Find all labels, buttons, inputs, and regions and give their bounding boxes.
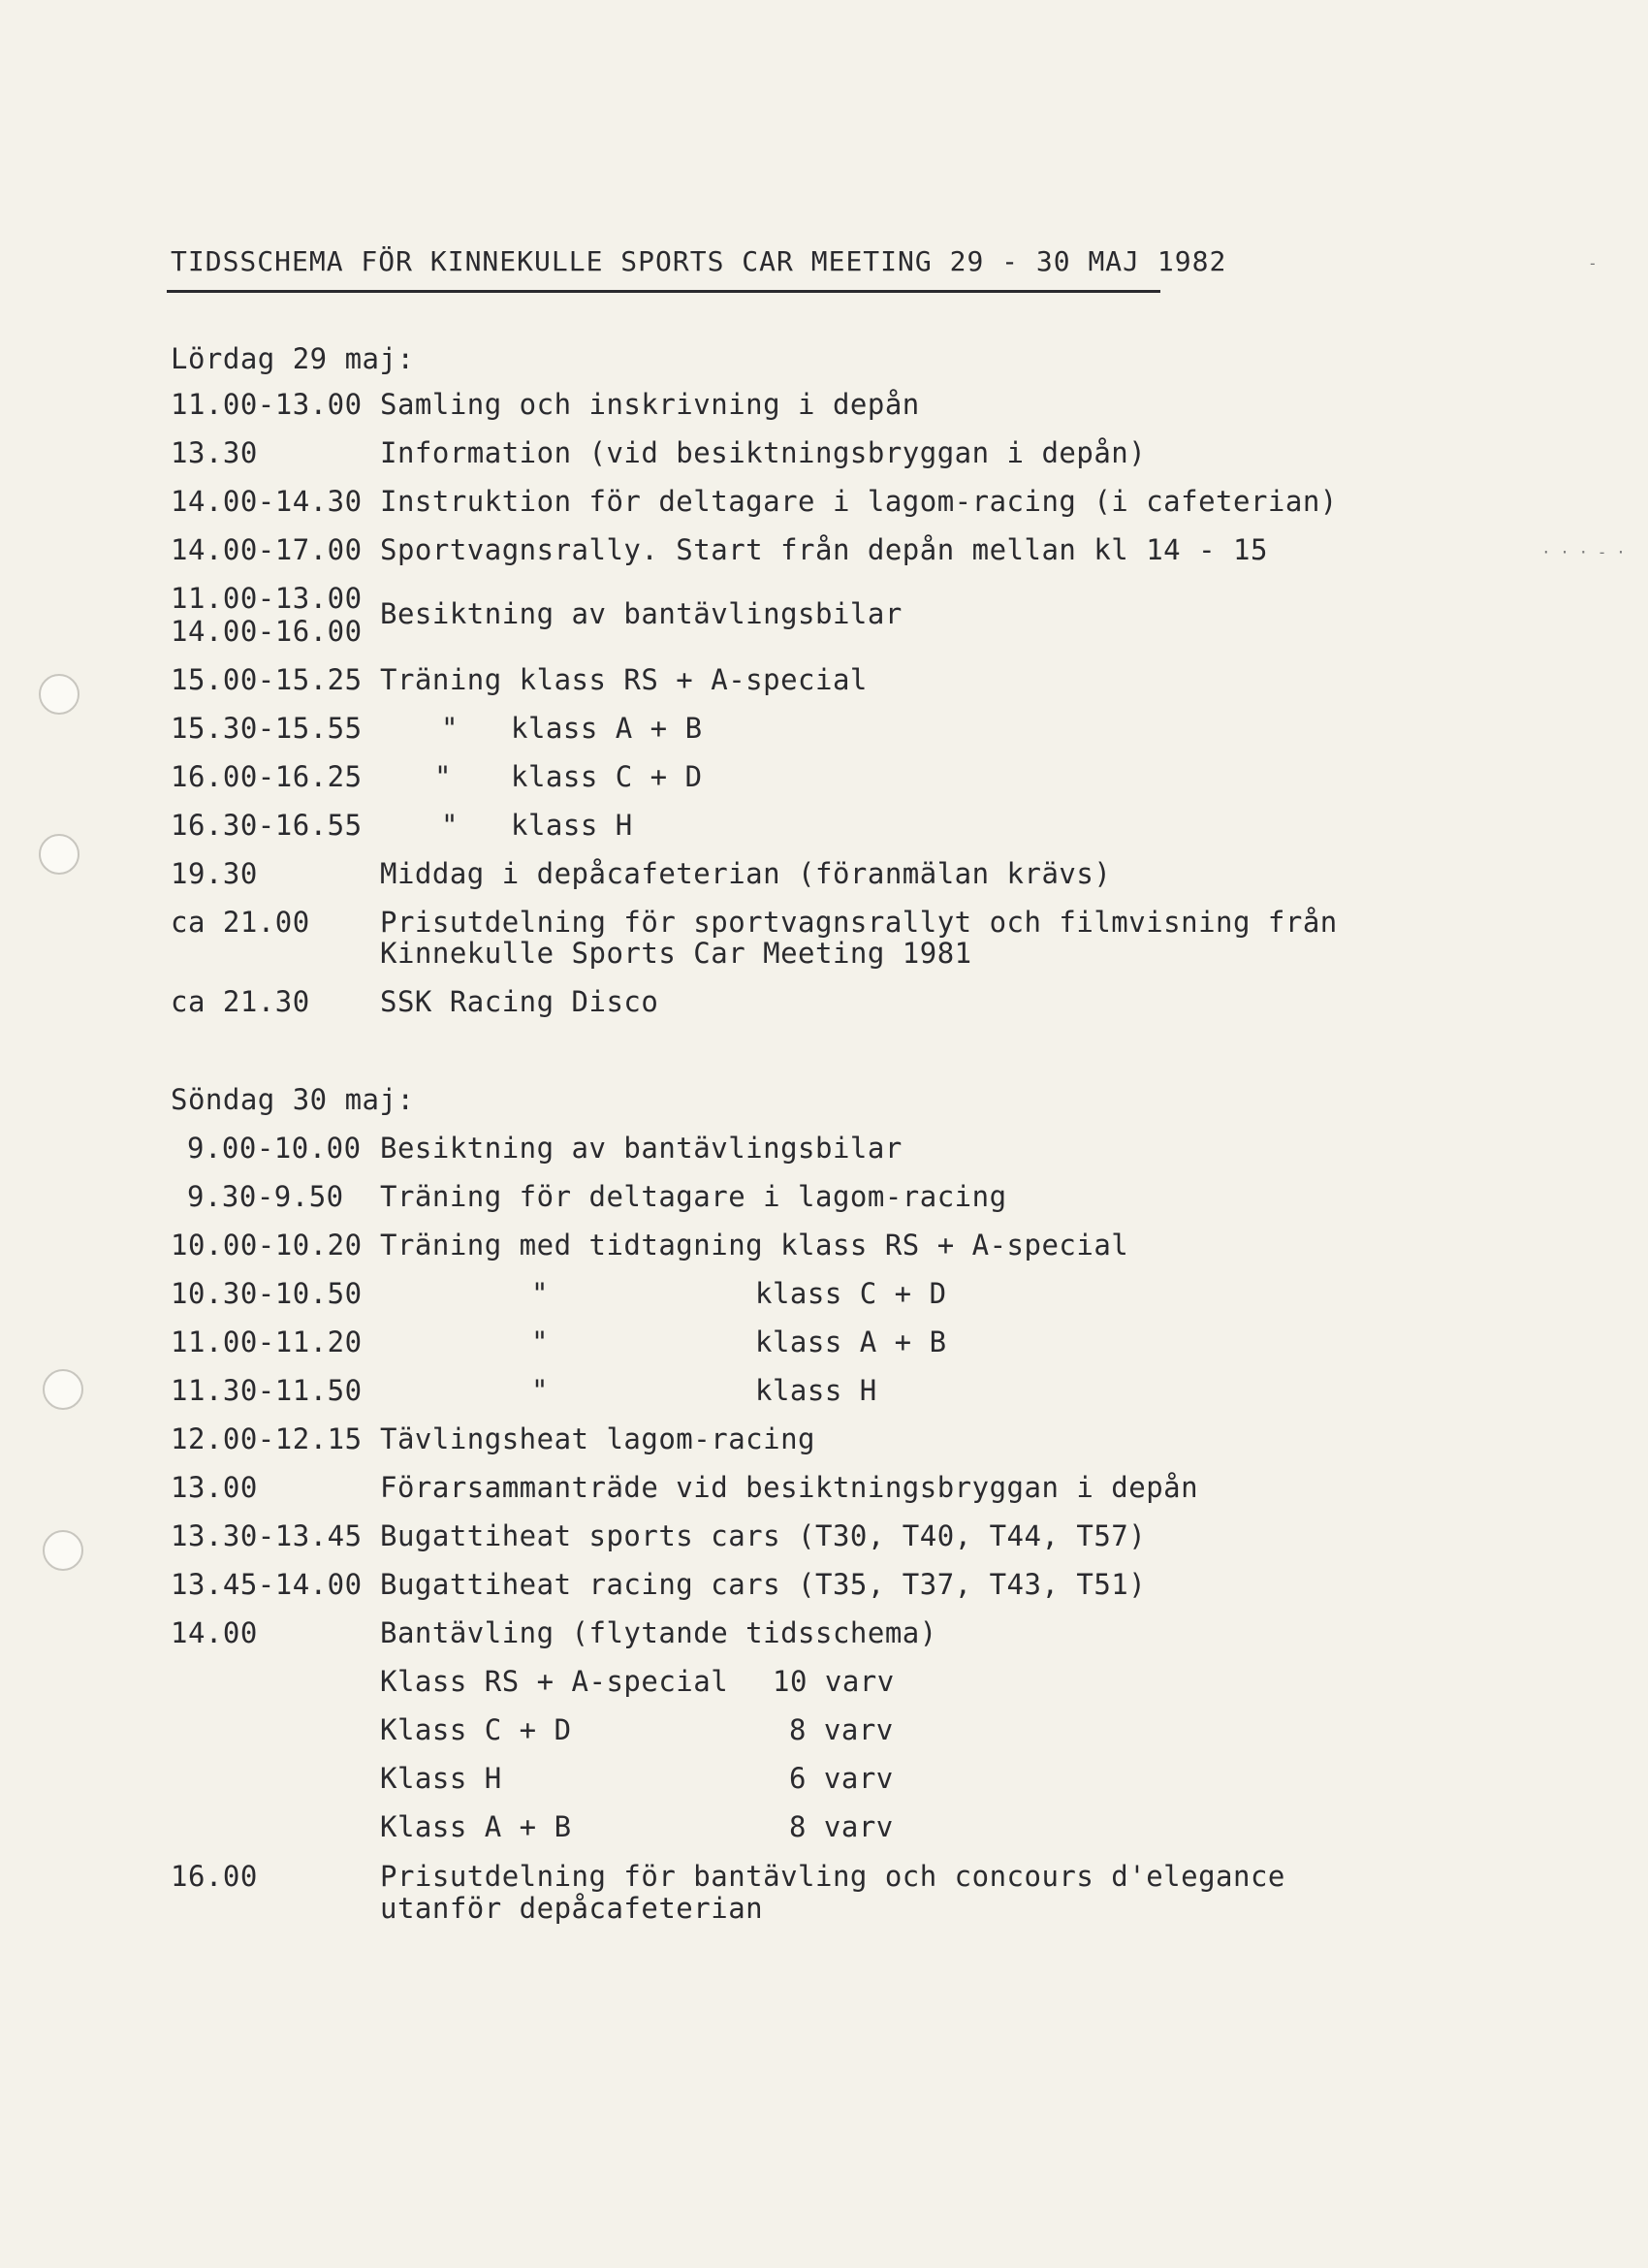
row-desc: Träning med tidtagning klass RS + A-special xyxy=(380,1229,1129,1262)
row-desc: klass C + D xyxy=(755,1277,947,1310)
row-desc: Förarsammanträde vid besiktningsbryggan i depån xyxy=(380,1471,1199,1504)
row-desc: klass A + B xyxy=(511,712,703,745)
row-desc: Prisutdelning för bantävling och concours d'elegance xyxy=(380,1860,1285,1893)
row-time: 13.45-14.00 xyxy=(171,1568,363,1601)
row-desc: klass H xyxy=(511,809,633,842)
row-desc: Bugattiheat racing cars (T35, T37, T43, T51) xyxy=(380,1568,1147,1601)
row-time: 19.30 xyxy=(171,857,258,890)
row-time: 10.30-10.50 xyxy=(171,1277,363,1310)
ditto-mark: " xyxy=(441,809,459,842)
row-desc: Sportvagnsrally. Start från depån mellan kl 14 - 15 xyxy=(380,533,1268,566)
race-laps: 10 varv xyxy=(773,1665,895,1698)
row-desc: SSK Racing Disco xyxy=(380,985,659,1018)
row-desc: klass A + B xyxy=(755,1326,947,1358)
row-desc: Bantävling (flytande tidsschema) xyxy=(380,1616,937,1649)
row-desc: Kinnekulle Sports Car Meeting 1981 xyxy=(380,937,972,970)
row-time: 14.00-16.00 xyxy=(171,615,363,648)
row-desc: utanför depåcafeterian xyxy=(380,1892,764,1925)
row-time: 13.30-13.45 xyxy=(171,1519,363,1552)
race-laps: 8 varv xyxy=(789,1810,894,1843)
row-time: 14.00-14.30 xyxy=(171,485,363,518)
row-time: 10.00-10.20 xyxy=(171,1229,363,1262)
row-time: 11.00-13.00 xyxy=(171,582,363,615)
ditto-mark: " xyxy=(531,1277,549,1310)
row-time: 15.30-15.55 xyxy=(171,712,363,745)
ditto-mark: " xyxy=(531,1374,549,1407)
row-time: 13.00 xyxy=(171,1471,258,1504)
row-desc: Träning för deltagare i lagom-racing xyxy=(380,1180,1007,1213)
row-desc: Middag i depåcafeterian (föranmälan krävs) xyxy=(380,857,1112,890)
row-time: 16.00-16.25 xyxy=(171,760,363,793)
row-desc: Tävlingsheat lagom-racing xyxy=(380,1422,815,1455)
row-time: 11.30-11.50 xyxy=(171,1374,363,1407)
race-class: Klass H xyxy=(380,1762,502,1795)
page-title: TIDSSCHEMA FÖR KINNEKULLE SPORTS CAR MEETING 29 - 30 MAJ 1982 xyxy=(171,245,1227,277)
row-desc: Prisutdelning för sportvagnsrallyt och filmvisning från xyxy=(380,906,1338,939)
race-laps: 8 varv xyxy=(789,1713,894,1746)
row-time: 11.00-13.00 xyxy=(171,388,363,421)
row-desc: Bugattiheat sports cars (T30, T40, T44, T57) xyxy=(380,1519,1147,1552)
title-underline xyxy=(167,290,1160,293)
row-desc: Samling och inskrivning i depån xyxy=(380,388,920,421)
race-class: Klass A + B xyxy=(380,1810,572,1843)
race-laps: 6 varv xyxy=(789,1762,894,1795)
day-heading: Söndag 30 maj: xyxy=(171,1083,415,1116)
row-desc: Besiktning av bantävlingsbilar xyxy=(380,1132,903,1165)
row-desc: klass H xyxy=(755,1374,877,1407)
row-desc: Information (vid besiktningsbryggan i depån) xyxy=(380,436,1147,469)
ditto-mark: " xyxy=(434,760,452,793)
row-time: 15.00-15.25 xyxy=(171,663,363,696)
race-class: Klass RS + A-special xyxy=(380,1665,729,1698)
row-time: 9.00-10.00 xyxy=(187,1132,362,1165)
row-time: 9.30-9.50 xyxy=(187,1180,344,1213)
row-time: ca 21.30 xyxy=(171,985,310,1018)
ditto-mark: " xyxy=(441,712,459,745)
row-desc: klass C + D xyxy=(511,760,703,793)
row-time: 14.00-17.00 xyxy=(171,533,363,566)
punch-hole xyxy=(43,1530,83,1571)
row-time: 12.00-12.15 xyxy=(171,1422,363,1455)
row-time: 13.30 xyxy=(171,436,258,469)
row-time: ca 21.00 xyxy=(171,906,310,939)
row-time: 16.00 xyxy=(171,1860,258,1893)
race-class: Klass C + D xyxy=(380,1713,572,1746)
row-desc: Instruktion för deltagare i lagom-racing (i cafeterian) xyxy=(380,485,1338,518)
row-time: 11.00-11.20 xyxy=(171,1326,363,1358)
row-time: 16.30-16.55 xyxy=(171,809,363,842)
row-desc: Träning klass RS + A-special xyxy=(380,663,868,696)
ditto-mark: " xyxy=(531,1326,549,1358)
punch-hole xyxy=(39,674,79,715)
day-heading: Lördag 29 maj: xyxy=(171,342,415,375)
margin-mark: - xyxy=(1588,254,1598,272)
margin-mark: · · · - · xyxy=(1541,543,1626,561)
punch-hole xyxy=(39,834,79,875)
row-time: 14.00 xyxy=(171,1616,258,1649)
punch-hole xyxy=(43,1369,83,1410)
row-desc: Besiktning av bantävlingsbilar xyxy=(380,597,903,630)
